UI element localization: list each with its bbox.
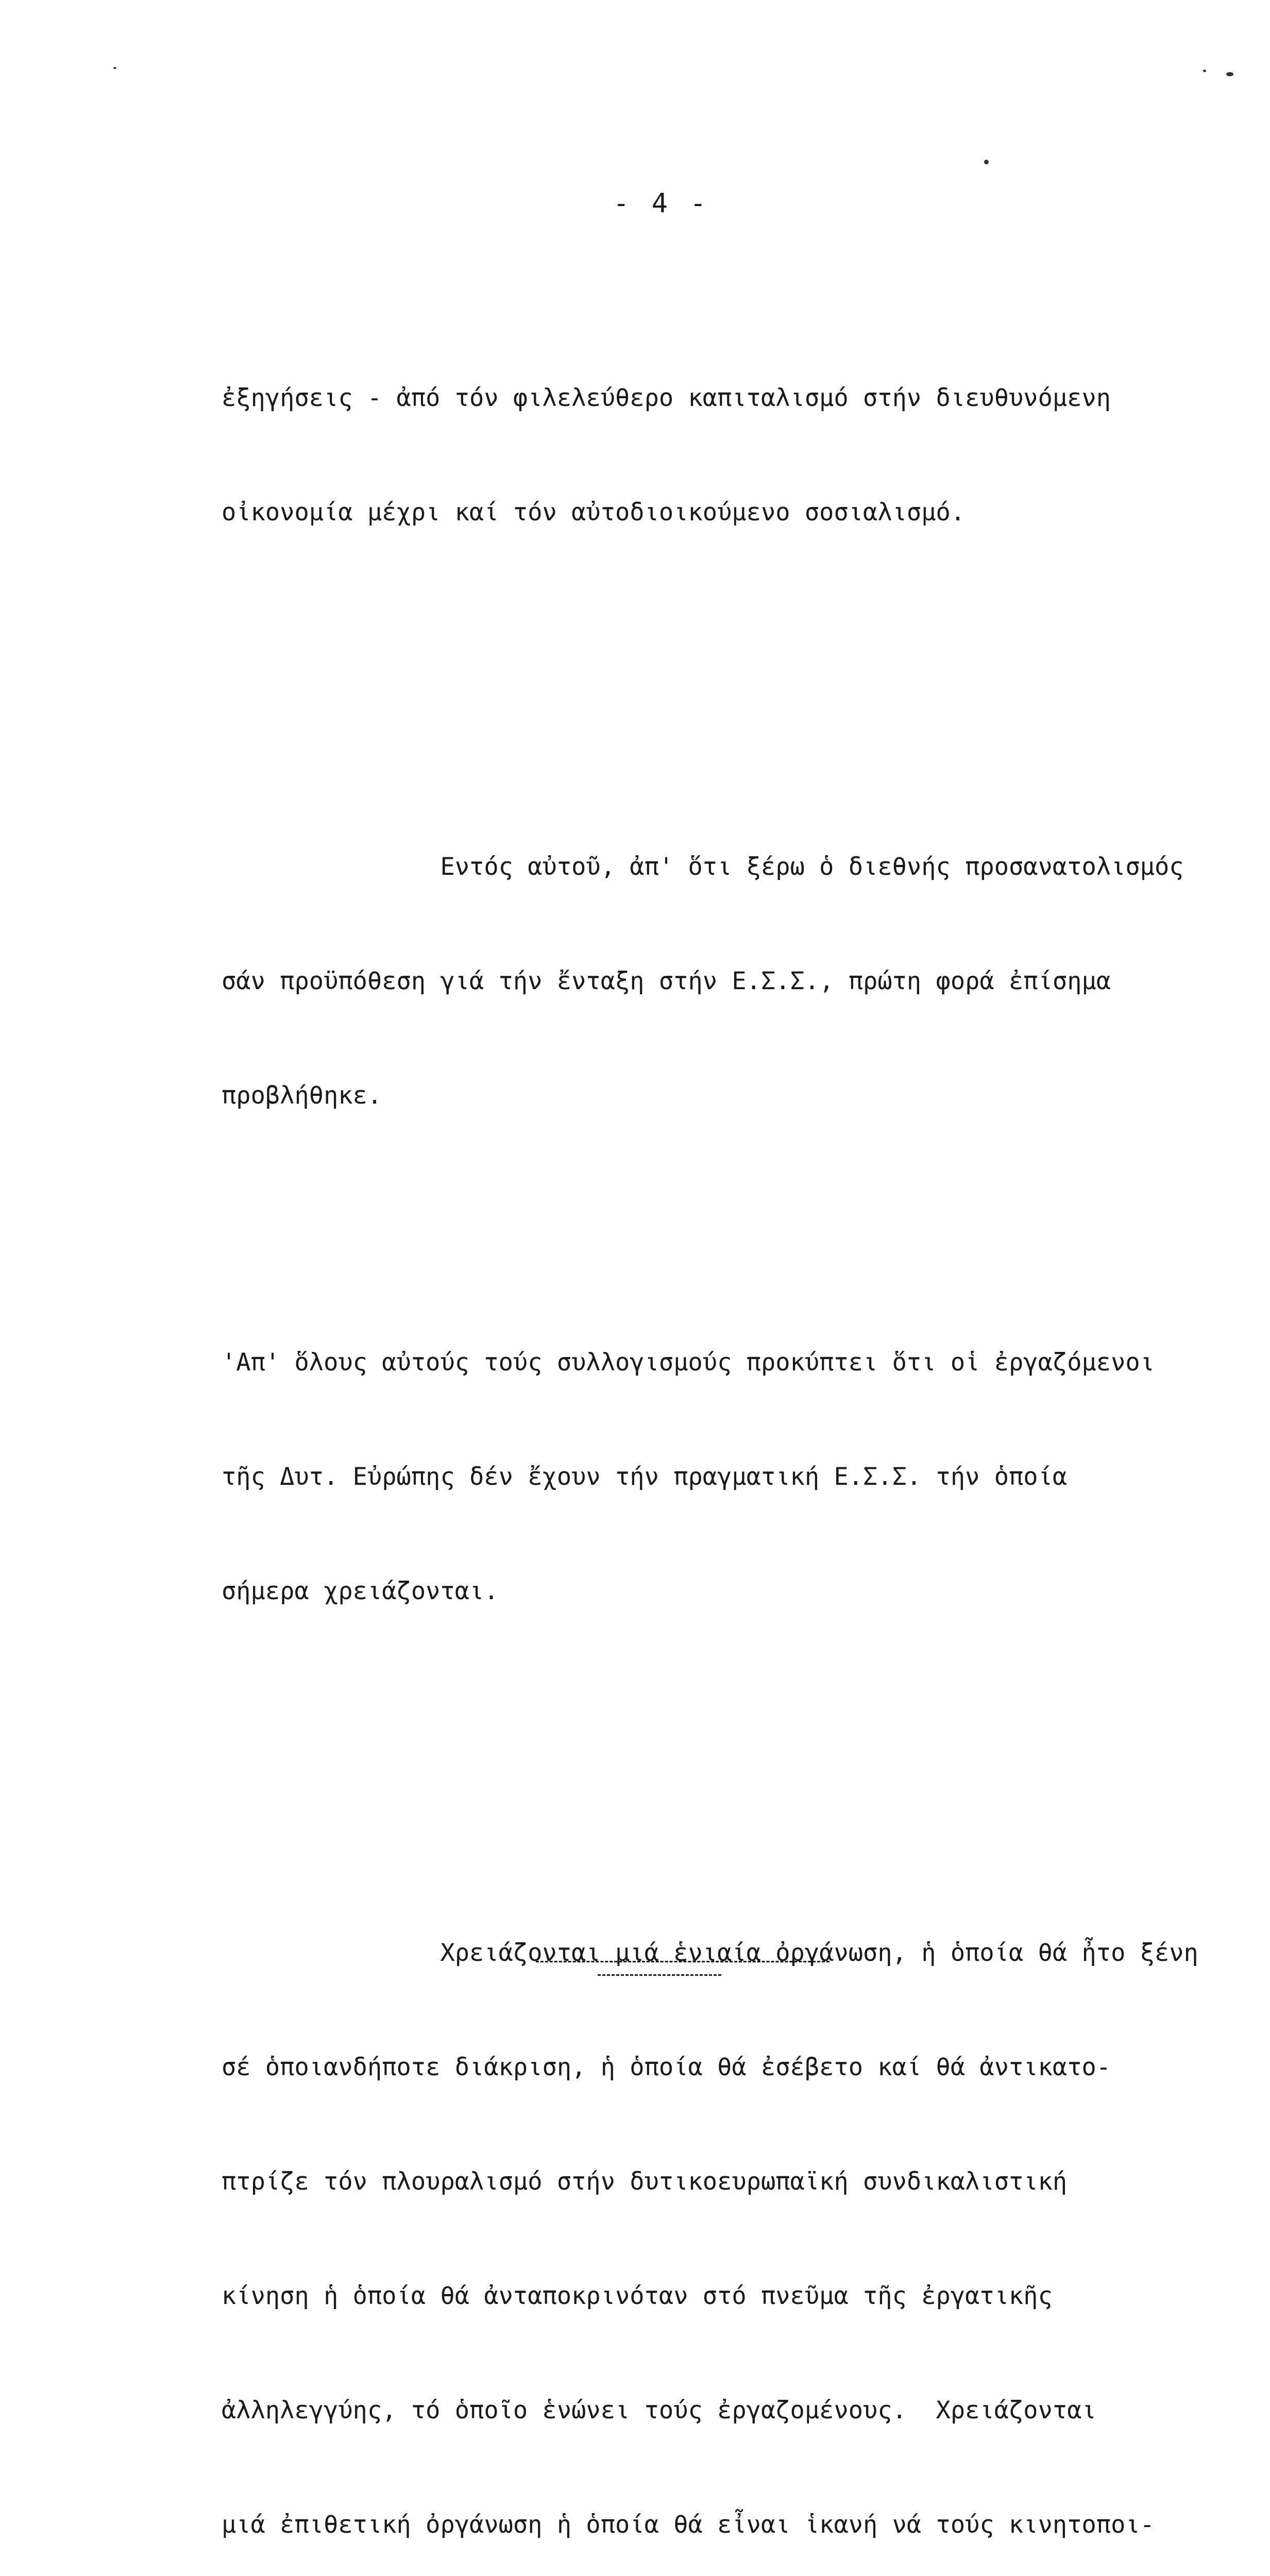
document-body	[222, 227, 1231, 2576]
page-number: - 4 -	[613, 188, 709, 219]
text-line: σήμερα χρειάζονται.	[222, 1577, 499, 1605]
paragraph-4	[222, 1858, 1231, 2576]
paragraph-3	[222, 1267, 1231, 1687]
scan-speck	[113, 67, 116, 69]
text-line: σάν προϋπόθεση γιά τήν ἔνταξη στήν Ε.Σ.Σ., πρώτη φορά ἐπίσημα	[222, 967, 1111, 995]
text-line: Χρειάζονται μιά ἑνιαία ὀργάνωση, ἡ ὁποία θά ἦτο ξένη	[222, 1939, 1198, 1967]
text-line: τῆς Δυτ. Εὐρώπης δέν ἔχουν τήν πραγματική Ε.Σ.Σ. τήν ὁποία	[222, 1463, 1068, 1491]
text-line: προβλήθηκε.	[222, 1081, 382, 1110]
text-line: ἀλληλεγγύης, τό ὁποῖο ἑνώνει τούς ἐργαζομένους. Χρειάζονται	[222, 2396, 1096, 2425]
scan-speck	[1203, 70, 1206, 72]
end-divider-short	[598, 1974, 721, 1976]
paragraph-2	[222, 772, 1231, 1191]
text-line: κίνηση ἡ ὁποία θά ἀνταποκρινόταν στό πνεῦμα τῆς ἐργατικῆς	[222, 2282, 1053, 2310]
end-divider	[536, 1961, 829, 1962]
text-line: 'Απ' ὅλους αὐτούς τούς συλλογισμούς προκύπτει ὅτι οἱ ἐργαζόμενοι	[222, 1348, 1155, 1377]
paragraph-1	[222, 303, 1231, 608]
text-line: οἰκονομία μέχρι καί τόν αὐτοδιοικούμενο σοσιαλισμό.	[222, 498, 966, 527]
text-line: Εντός αὐτοῦ, ἀπ' ὅτι ξέρω ὁ διεθνής προσανατολισμός	[222, 853, 1184, 881]
text-line: πτρίζε τόν πλουραλισμό στήν δυτικοευρωπαϊκή συνδικαλιστική	[222, 2167, 1068, 2196]
scan-speck	[984, 160, 989, 164]
scan-speck	[1226, 72, 1233, 76]
text-line: μιά ἐπιθετική ὀργάνωση ἡ ὁποία θά εἶναι ἱκανή νά τούς κινητοποι-	[222, 2511, 1155, 2539]
text-line: ἐξηγήσεις - ἀπό τόν φιλελεύθερο καπιταλισμό στήν διευθυνόμενη	[222, 384, 1111, 412]
text-line: σέ ὁποιανδήποτε διάκριση, ἡ ὁποία θά ἐσέβετο καί θά ἀντικατο-	[222, 2053, 1111, 2081]
